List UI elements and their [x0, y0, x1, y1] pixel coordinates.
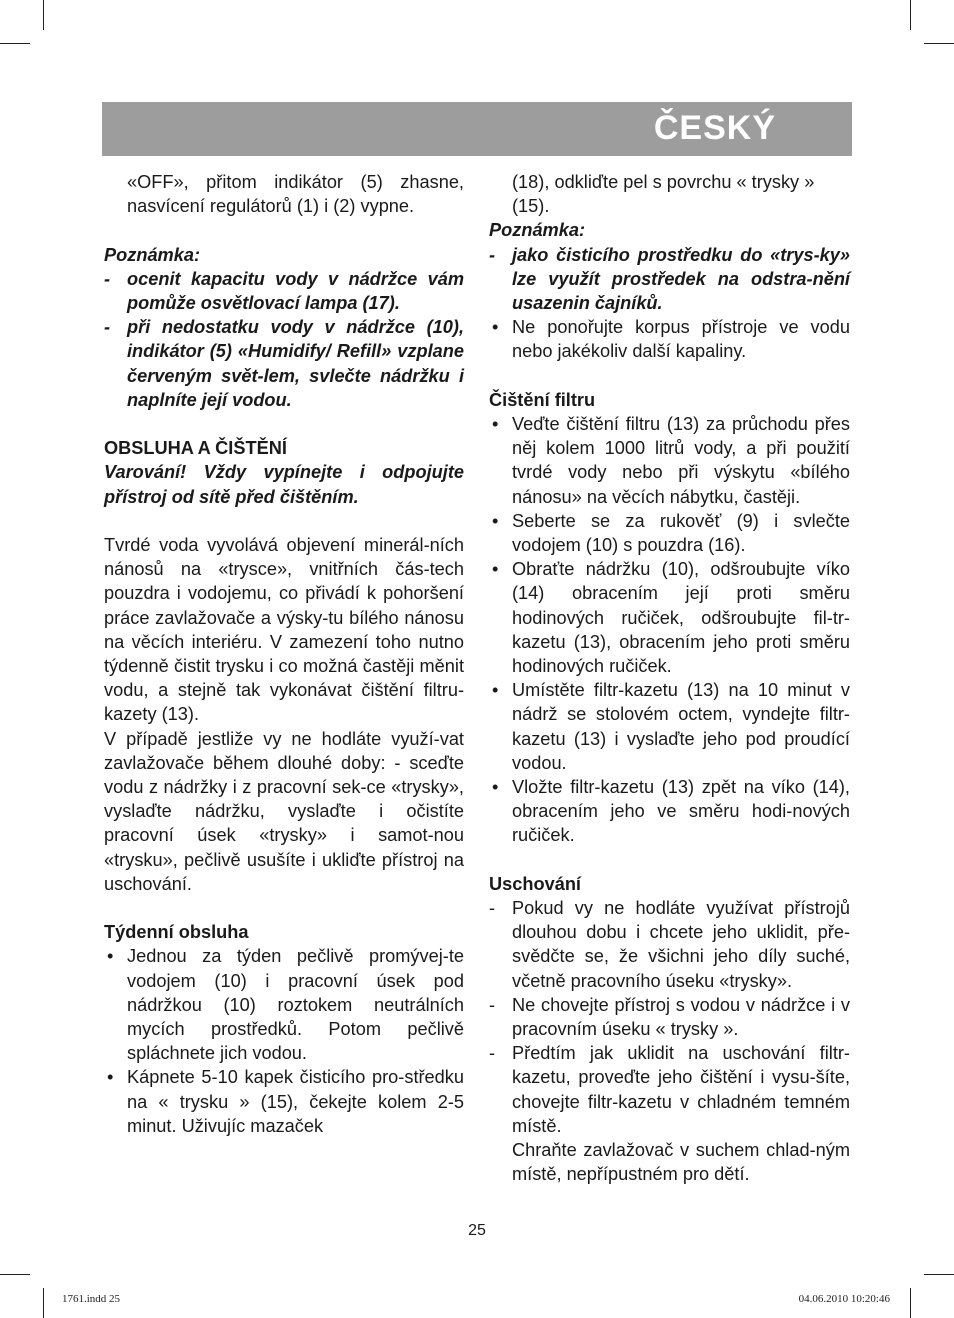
- crop-mark: [924, 43, 954, 44]
- language-header-bar: [102, 102, 852, 156]
- dash-marker: -: [489, 994, 496, 1015]
- list-item: • Jednou za týden pečlivě promývej-te vodojem (10) i pracovní úsek pod nádržkou (10) roztokem neutrálních mycích prostředků. Potom pečlivě spláchnete jich vodou.: [104, 944, 464, 1065]
- bullet-marker: •: [492, 777, 499, 798]
- list-item: - Ne chovejte přístroj s vodou v nádržce i v pracovním úseku « trysky ».: [489, 993, 850, 1041]
- date-slug: 04.06.2010 10:20:46: [798, 1293, 890, 1305]
- note-item: - při nedostatku vody v nádržce (10), indikátor (5) «Humidify/ Refill» vzplane červeným svět-lem, svlečte nádržku i naplníte její vodou.: [104, 315, 464, 412]
- warning-text: Varování! Vždy vypínejte i odpojujte přístroj od sítě před čištěním.: [104, 462, 464, 507]
- intro-paragraph: «OFF», přitom indikátor (5) zhasne, nasvícení regulátorů (1) i (2) vypne.: [127, 172, 464, 217]
- crop-mark: [43, 0, 44, 30]
- subsection-heading: Týdenní obsluha: [104, 922, 249, 943]
- note-heading: Poznámka:: [104, 244, 201, 265]
- bullet-marker: •: [492, 510, 499, 531]
- bullet-marker: •: [492, 317, 499, 338]
- dash-marker: -: [489, 1043, 496, 1064]
- list-item: • Ne ponořujte korpus přístroje ve vodu nebo jakékoliv další kapaliny.: [489, 315, 850, 363]
- left-column: [104, 170, 464, 1138]
- list-item: • Kápnete 5-10 kapek čisticího pro-středku na « trysku » (15), čekejte kolem 2-5 minut. Uživujíc mazaček: [104, 1065, 464, 1138]
- page-number: 25: [468, 1222, 486, 1239]
- note-item: - ocenit kapacitu vody v nádržce vám pomůže osvětlovací lampa (17).: [104, 267, 464, 315]
- section-heading: OBSLUHA A ČIŠTĚNÍ: [104, 438, 287, 459]
- storage-tail-paragraph: Chraňte zavlažovač v suchem chlad-ným místě, nepřípustném pro dětí.: [512, 1140, 850, 1185]
- list-item: - Pokud vy ne hodláte využívat přístrojů dlouhou dobu i chcete jeho uklidit, pře-svědčte se, že všichni jeho díly suché, včetně pracovního úseku «trysky».: [489, 896, 850, 993]
- subsection-heading: Čištění filtru: [489, 389, 596, 410]
- list-item: • Seberte se za rukověť (9) i svlečte vodojem (10) s pouzdra (16).: [489, 509, 850, 557]
- subsection-heading: Uschování: [489, 873, 581, 894]
- note-item: - jako čisticího prostředku do «trys-ky» lze využít prostředek na odstra-nění usazenin čajníků.: [489, 243, 850, 316]
- dash-marker: -: [104, 268, 111, 289]
- bullet-marker: •: [492, 559, 499, 580]
- crop-mark: [910, 0, 911, 30]
- body-paragraph: V případě jestliže vy ne hodláte využí-vat zavlažovače během dlouhé doby: - sceďte vodu z nádržky i z pracovní sek-ce «trysky», vyslaďte nádržku, vyslaďte i očistíte pracovní úsek «trysky» i samot-nou «trysku», pečlivě usušíte i ukliďte přístroj na uschování.: [104, 728, 464, 894]
- bullet-marker: •: [107, 1067, 114, 1088]
- right-column: [489, 170, 850, 1187]
- dash-marker: -: [489, 244, 496, 265]
- dash-marker: -: [489, 898, 496, 919]
- file-slug: 1761.indd 25: [62, 1293, 121, 1305]
- dash-marker: -: [104, 317, 111, 338]
- list-item: • Umístěte filtr-kazetu (13) na 10 minut v nádrž se stolovém octem, vyndejte filtr-kazetu (13) i vyslaďte jeho pod proudící vodou.: [489, 678, 850, 775]
- note-heading: Poznámka:: [489, 220, 586, 241]
- list-item: - Předtím jak uklidit na uschování filtr-kazetu, proveďte jeho čištění i vysu-šíte, chovejte filtr-kazetu v chladném temném místě.: [489, 1041, 850, 1138]
- bullet-marker: •: [492, 414, 499, 435]
- list-item: • Obraťte nádržku (10), odšroubujte víko (14) obracením její proti směru hodinových ručiček, odšroubujte fil-tr-kazetu (13), obracením jeho proti směru hodinových ručiček.: [489, 557, 850, 678]
- continued-paragraph: (18), odkliďte pel s povrchu « trysky » (15).: [512, 172, 815, 217]
- list-item: • Vložte filtr-kazetu (13) zpět na víko (14), obracením jeho ve směru hodi-nových ručiček.: [489, 775, 850, 848]
- crop-mark: [0, 43, 30, 44]
- body-paragraph: Tvrdé voda vyvolává objevení minerál-ních nánosů na «trysce», vnitřních čás-tech pouzdra i vodojemu, co přivádí k pohoršení práce zavlažovače a výsky-tu bílého nánosu na věcích interiéru. V zamezení toho nutno týdenně čistit trysku i co možná častěji měnit vodu, a stejně tak vykonávat čištění filtru-kazety (13).: [104, 535, 464, 725]
- bullet-marker: •: [107, 946, 114, 967]
- list-item: • Veďte čištění filtru (13) za průchodu přes něj kolem 1000 litrů vody, a při použití tvrdé vody nebo při výskytu «bílého nánosu» na věcích nábytku, častěji.: [489, 412, 850, 509]
- crop-mark: [910, 1288, 911, 1318]
- crop-mark: [924, 1274, 954, 1275]
- page-title: ČESKÝ: [653, 109, 776, 147]
- crop-mark: [0, 1274, 30, 1275]
- crop-mark: [43, 1288, 44, 1318]
- bullet-marker: •: [492, 680, 499, 701]
